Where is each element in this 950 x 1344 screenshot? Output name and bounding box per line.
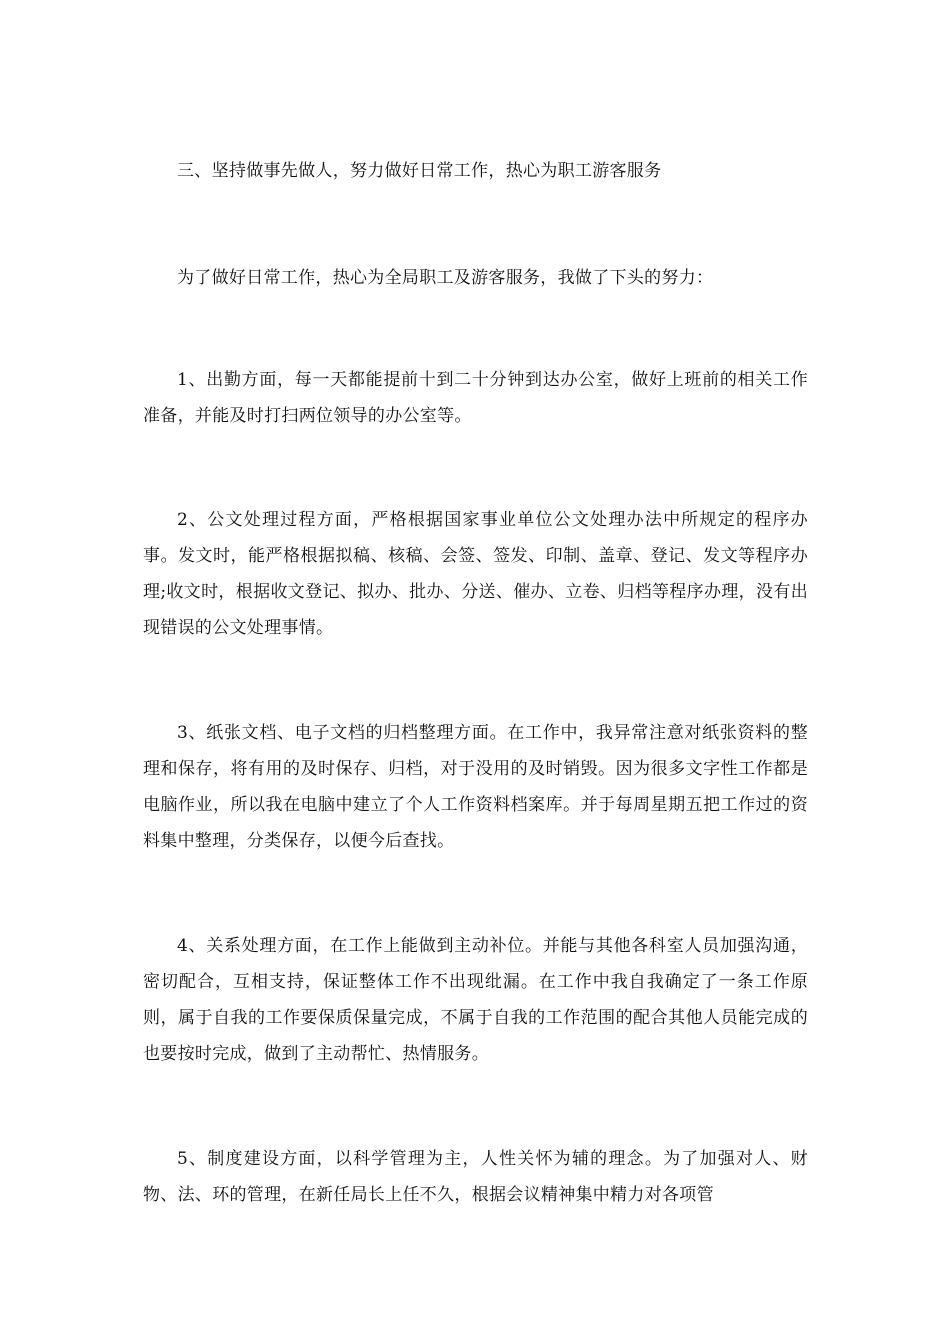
paragraph-item-3: 3、纸张文档、电子文档的归档整理方面。在工作中，我异常注意对纸张资料的整理和保存，将有用的及时保存、归档，对于没用的及时销毁。因为很多文字性工作都是电脑作业，所以我在电脑中建立了个人工作资料档案库。并于每周星期五把工作过的资料集中整理，分类保存，以便今后查找。 [143,723,808,851]
intro-paragraph: 为了做好日常工作，热心为全局职工及游客服务，我做了下头的努力： [177,268,714,288]
paragraph-item-5: 5、制度建设方面，以科学管理为主，人性关怀为辅的理念。为了加强对人、财物、法、环的管理，在新任局长上任不久，根据会议精神集中精力对各项管 [143,1149,808,1205]
paragraph-item-4: 4、关系处理方面，在工作上能做到主动补位。并能与其他各科室人员加强沟通，密切配合，互相支持，保证整体工作不出现纰漏。在工作中我自我确定了一条工作原则，属于自我的工作要保质保量完成，不属于自我的工作范围的配合其他人员能完成的也要按时完成，做到了主动帮忙、热情服务。 [143,936,808,1064]
section-heading: 三、坚持做事先做人，努力做好日常工作，热心为职工游客服务 [177,161,662,181]
paragraph-item-2: 2、公文处理过程方面，严格根据国家事业单位公文处理办法中所规定的程序办事。发文时，能严格根据拟稿、核稿、会签、签发、印制、盖章、登记、发文等程序办理;收文时，根据收文登记、拟办、批办、分送、催办、立卷、归档等程序办理，没有出现错误的公文处理事情。 [143,510,808,638]
paragraph-item-1: 1、出勤方面，每一天都能提前十到二十分钟到达办公室，做好上班前的相关工作准备，并能及时打扫两位领导的办公室等。 [143,370,808,426]
